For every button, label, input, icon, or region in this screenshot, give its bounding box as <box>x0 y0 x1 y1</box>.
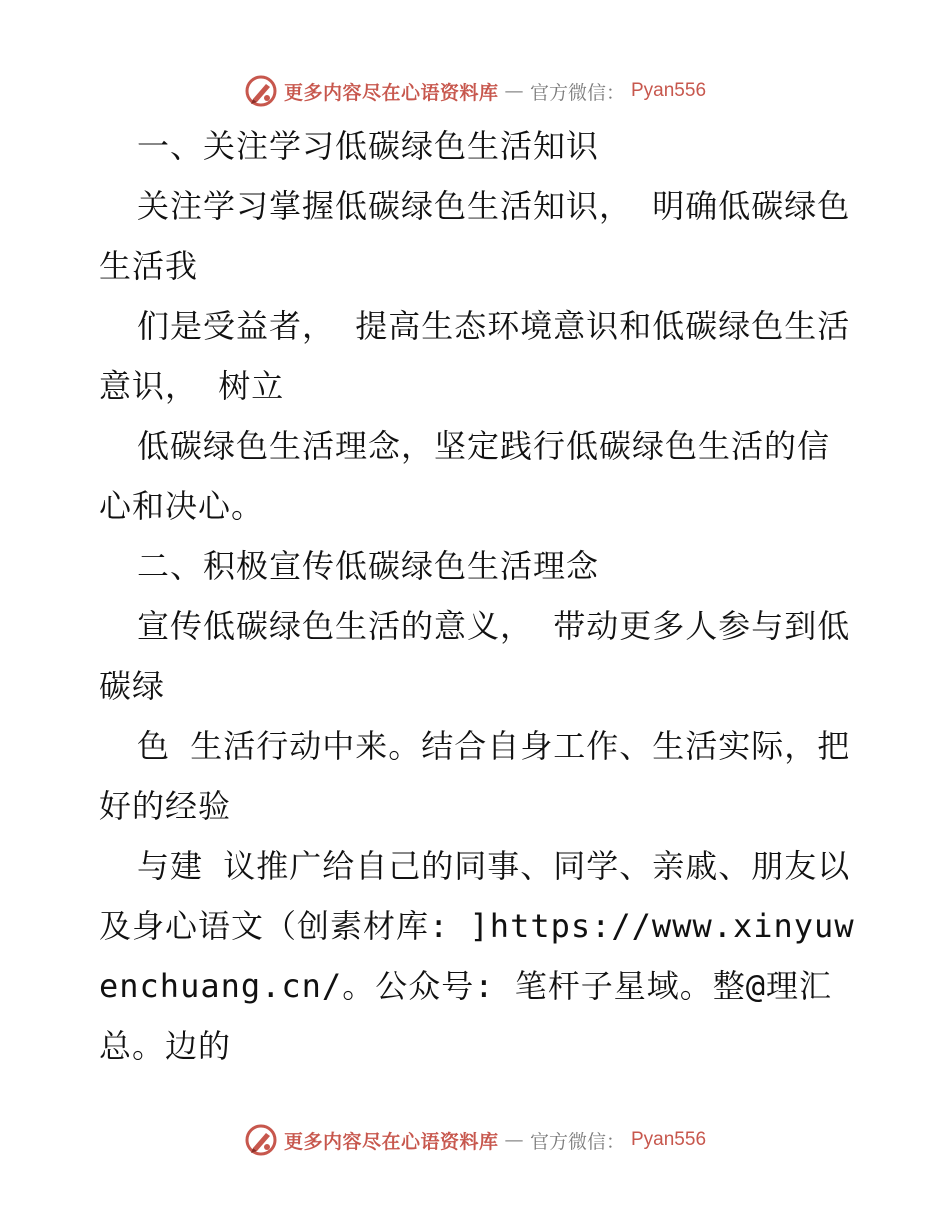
header-separator: — <box>504 80 524 102</box>
paragraph-4: 宣传低碳绿色生活的意义， 带动更多人参与到低碳绿 <box>99 607 851 705</box>
header-wechat-id: Pyan556 <box>631 80 707 101</box>
footer-brand-text: 更多内容尽在心语资料库 <box>283 1130 499 1153</box>
header-wechat-label: 官方微信： <box>529 81 625 104</box>
pen-logo-icon <box>244 74 278 108</box>
footer-wechat-label: 官方微信： <box>529 1130 625 1153</box>
footer-banner <box>0 1120 950 1160</box>
paragraph-2: 们是受益者， 提高生态环境意识和低碳绿色生活意识， 树立 <box>99 307 851 405</box>
section-heading-2: 二、积极宣传低碳绿色生活理念 <box>137 547 600 585</box>
document-body <box>99 116 859 1076</box>
footer-banner-content <box>244 1123 706 1157</box>
header-brand-text: 更多内容尽在心语资料库 <box>283 81 499 104</box>
paragraph-5: 色 生活行动中来。结合自身工作、生活实际，把好的经验 <box>99 727 851 825</box>
pen-logo-icon <box>244 1123 278 1157</box>
section-heading-1: 一、关注学习低碳绿色生活知识 <box>137 127 600 165</box>
footer-separator: — <box>504 1129 524 1151</box>
footer-wechat-id: Pyan556 <box>631 1129 707 1150</box>
paragraph-6: 与建 议推广给自己的同事、同学、亲戚、朋友以及身心语文（创素材库: ]https://www.xinyuwenchuang.cn/。公众号: 笔杆子星域。整@理汇总。边的 <box>99 847 855 1065</box>
paragraph-3: 低碳绿色生活理念，坚定践行低碳绿色生活的信心和决心。 <box>99 427 831 525</box>
header-banner-content <box>244 74 706 108</box>
paragraph-1: 关注学习掌握低碳绿色生活知识， 明确低碳绿色生活我 <box>99 187 851 285</box>
header-banner <box>0 71 950 111</box>
